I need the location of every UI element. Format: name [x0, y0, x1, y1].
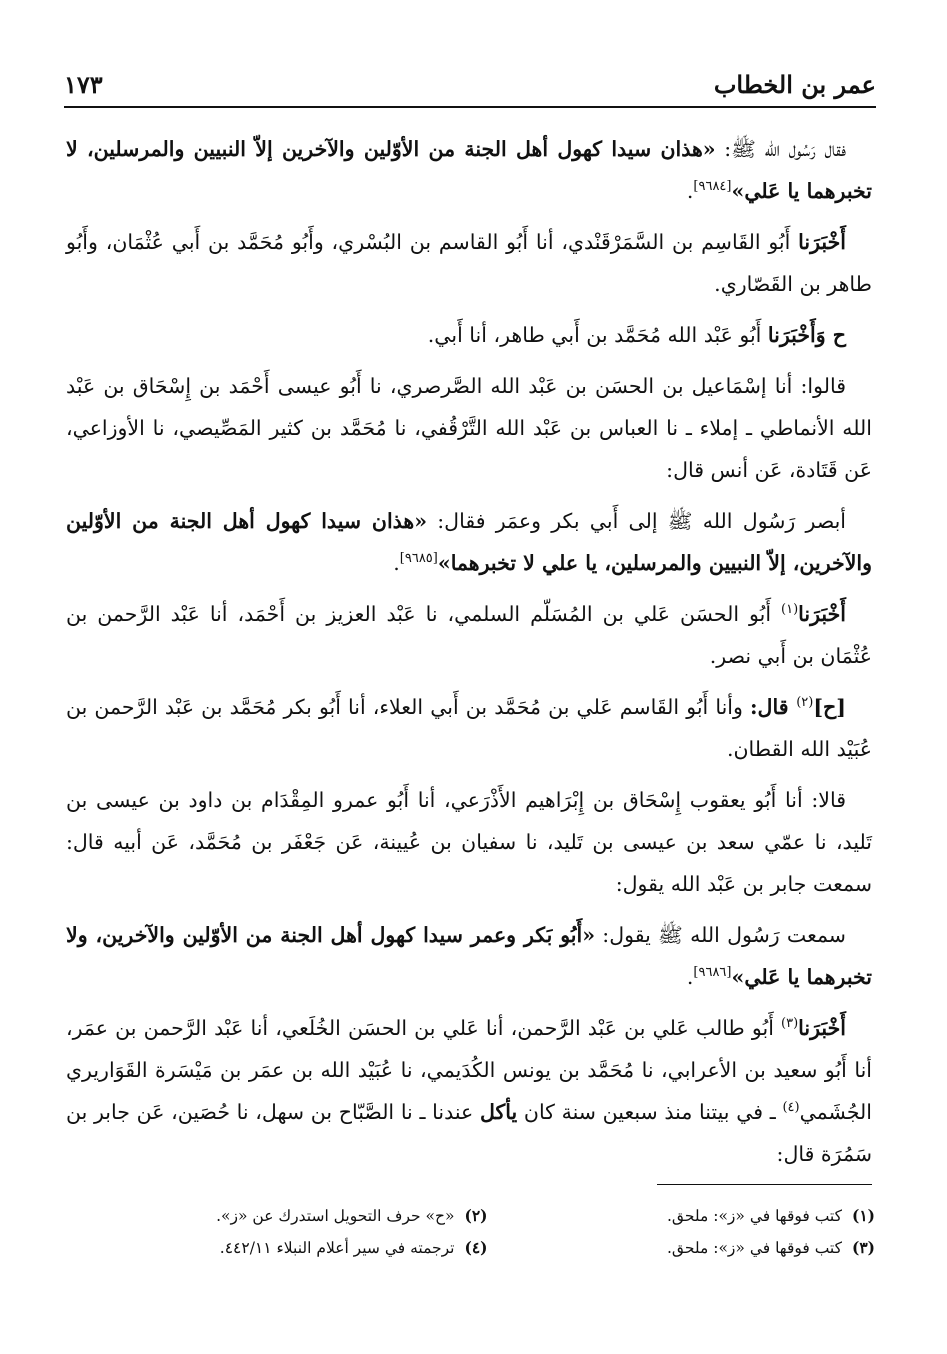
paragraph-end: . — [393, 551, 400, 575]
running-title: عمر بن الخطاب — [713, 70, 876, 99]
isnad-paragraph-10 — [66, 1007, 872, 1175]
isnad-paragraph-4 — [66, 365, 872, 491]
footnote-marker: (١) — [781, 602, 799, 618]
footnote-number: (٢) — [464, 1206, 488, 1225]
hadith-paragraph-9 — [66, 914, 872, 998]
akhbarana-lead: أَخْبَرَنا — [798, 602, 846, 626]
page-header — [64, 66, 876, 108]
footnote-marker: (٣) — [781, 1016, 799, 1032]
paragraph-text-end: عندنا ـ نا الصَّبّاح بن سهل، نا حُصَين، عَن جابر بن سَمُرَة قال: — [66, 1100, 872, 1166]
footnote-3 — [488, 1232, 876, 1264]
paragraph-text: أَبُو الحسَن عَلي بن المُسَلّم السلمي، نا عَبْد العزيز بن أَحْمَد، أنا عَبْد الرَّحمن بن عُثْمَان بن أَبي نصر. — [66, 602, 872, 668]
footnote-text: ترجمته في سير أعلام النبلاء ٤٤٢/١١. — [219, 1239, 455, 1257]
footnote-number: (٤) — [464, 1238, 488, 1257]
hadith-number: [٩٦٨٥] — [399, 551, 438, 567]
hadith-paragraph-1 — [66, 128, 872, 212]
hadith-number: [٩٦٨٦] — [693, 965, 732, 981]
footnote-number: (٣) — [851, 1238, 875, 1257]
paragraph-text: أَبُو طالب عَلي بن عَبْد الرَّحمن، أنا عَلي بن الحسَن الخُلَعي، أنا عَبْد الرَّحمن بن عمَر، أنا أَبُو سعيد بن الأعرابي، نا مُحَمَّد بن يونس الكُدَيمي، نا عُبَيْد الله بن عمَر بن مَيْسَرة القَوَاريري الجُشَمي — [66, 1016, 872, 1124]
tahwil-lead: ح وَأَخْبَرَنا — [767, 323, 846, 347]
footnote-text: «ح» حرف التحويل استدرك عن «ز». — [216, 1207, 455, 1225]
footnote-1 — [488, 1200, 876, 1232]
hadith-quote: «هذان سيدا كهول أهل الجنة من الأوّلين والآخرين، إلاّ النبيين والمرسلين، يا علي لا تخبرهما» — [66, 509, 872, 575]
qala-lead: قال: — [749, 695, 797, 719]
hadith-quote: «هذان سيدا كهول أهل الجنة من الأوّلين والآخرين إلاّ النبيين والمرسلين، لا تخبرهما يا عَلي» — [66, 137, 872, 203]
paragraph-intro: سمعت رَسُول الله ﷺ يقول: — [595, 923, 846, 947]
paragraph-text: أَبُو القَاسِم بن السَّمَرْقَنْدي، أنا أَبُو القاسم بن البُسْري، وأَبُو مُحَمَّد بن أَبي عُثْمَان، وأَبُو طاهر بن القَصّاري. — [66, 230, 872, 296]
isnad-paragraph-2 — [66, 221, 872, 305]
footnote-text: كتب فوقها في «ز»: ملحق. — [667, 1239, 842, 1257]
tahwil-lead: [ح] — [813, 695, 846, 719]
footnote-marker: (٤) — [782, 1100, 800, 1116]
footnote-row — [100, 1232, 875, 1264]
footnote-number: (١) — [851, 1206, 875, 1225]
paragraph-intro: فقال رَسُول الله ﷺ: — [715, 137, 847, 161]
paragraph-end: . — [686, 179, 694, 203]
bold-word: يأكل — [479, 1100, 518, 1124]
footnote-2 — [100, 1200, 488, 1232]
footnotes — [100, 1200, 875, 1264]
footnote-divider — [657, 1184, 872, 1185]
paragraph-text: قالوا: أنا إسْمَاعيل بن الحسَن بن عَبْد الله الصَّرصري، نا أَبُو عيسى أَحْمَد بن إِسْحَاق بن عَبْد الله الأنماطي ـ إملاء ـ نا العباس بن عَبْد الله التَّرْقُفي، نا مُحَمَّد بن كثير المَصِّيصي، نا الأوزاعي، عَن قَتَادة، عَن أنس قال: — [66, 374, 872, 482]
hadith-quote: «أَبُو بَكر وعمر سيدا كهول أهل الجنة من الأوّلين والآخرين، ولا تخبرهما يا عَلي» — [66, 923, 872, 989]
paragraph-intro: أبصر رَسُول الله ﷺ إلى أَبي بكر وعمَر فقال: — [427, 509, 847, 533]
paragraph-text: أَبُو عَبْد الله مُحَمَّد بن أَبي طاهر، أنا أَبي. — [427, 323, 768, 347]
paragraph-end: . — [686, 965, 694, 989]
hadith-paragraph-5 — [66, 500, 872, 584]
paragraph-text: وأنا أَبُو القَاسم عَلي بن مُحَمَّد بن أَبي العلاء، أنا أَبُو بكر مُحَمَّد بن عَبْد الرَّحمن بن عُبَيْد الله القطان. — [66, 695, 872, 761]
akhbarana-lead: أَخْبَرَنا — [798, 230, 846, 254]
footnote-marker: (٢) — [796, 695, 814, 711]
footnote-4 — [100, 1232, 488, 1264]
akhbarana-lead: أَخْبَرَنا — [798, 1016, 846, 1040]
paragraph-text-cont: ـ في بيتنا منذ سبعين سنة كان — [517, 1100, 783, 1124]
footnote-text: كتب فوقها في «ز»: ملحق. — [667, 1207, 842, 1225]
isnad-paragraph-7 — [66, 686, 872, 770]
isnad-paragraph-3 — [66, 314, 872, 356]
hadith-number: [٩٦٨٤] — [693, 179, 732, 195]
paragraph-text: قالا: أنا أَبُو يعقوب إِسْحَاق بن إِبْرَاهيم الأَذْرَعي، أنا أَبُو عمرو المِقْدَام بن داود بن عيسى بن تَليد، نا عمّي سعد بن عيسى بن تَليد، نا سفيان بن عُيينة، عَن جَعْفَر بن مُحَمَّد، عَن أبيه قال: سمعت جابر بن عَبْد الله يقول: — [66, 788, 872, 896]
footnote-row — [100, 1200, 875, 1232]
page-number: ١٧٣ — [64, 70, 103, 99]
isnad-paragraph-6 — [66, 593, 872, 677]
isnad-paragraph-8 — [66, 779, 872, 905]
body-text — [66, 128, 872, 1184]
